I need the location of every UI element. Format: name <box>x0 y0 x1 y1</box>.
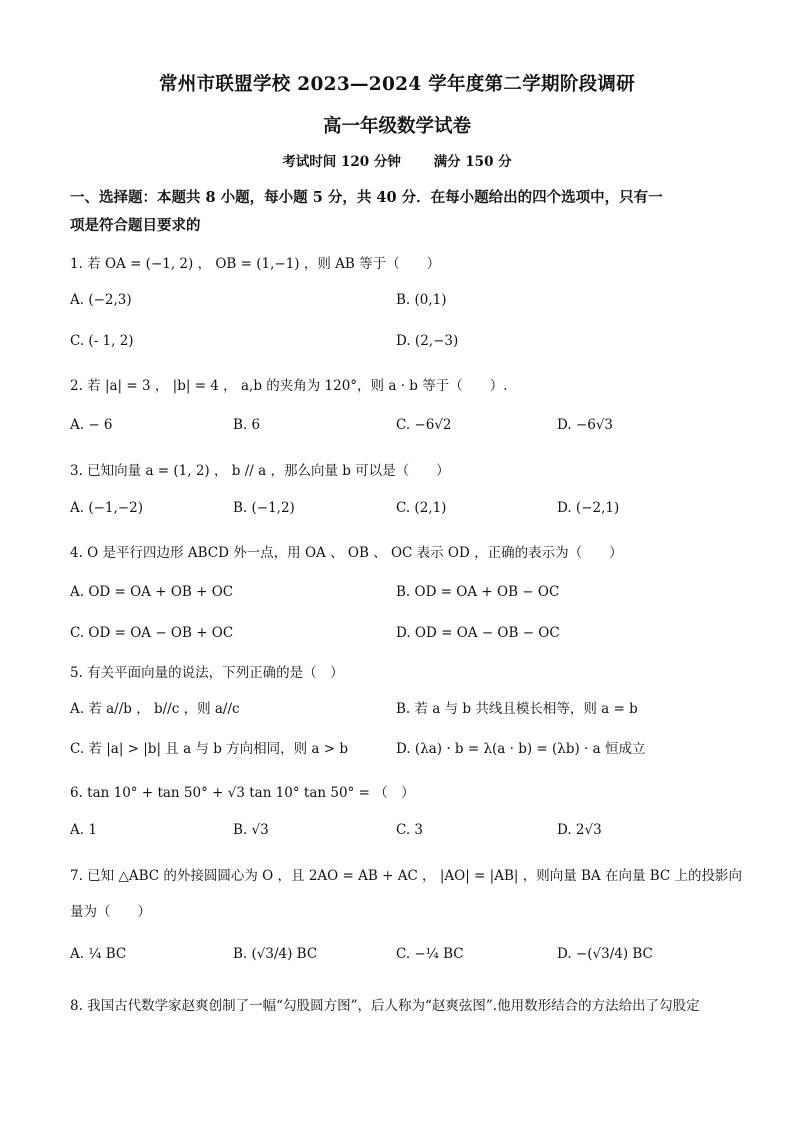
question-1-option-a: A. (−2,3) <box>70 292 132 308</box>
question-4-option-c: C. OD = OA − OB + OC <box>70 625 234 641</box>
question-4-option-d: D. OD = OA − OB − OC <box>396 625 560 641</box>
question-2-option-d: D. −6√3 <box>557 417 614 433</box>
exam-meta <box>0 150 794 170</box>
question-1-option-c: C. (- 1, 2) <box>70 333 134 349</box>
question-4-option-b: B. OD = OA + OB − OC <box>396 584 560 600</box>
exam-time: 考试时间 120 分钟 <box>282 154 401 170</box>
question-5-option-a: A. 若 a//b ， b//c ，则 a//c <box>70 701 240 717</box>
exam-score: 满分 150 分 <box>433 154 512 170</box>
question-6-option-c: C. 3 <box>396 822 424 838</box>
question-6-stem: 6. tan 10° + tan 50° + √3 tan 10° tan 50° = （ ） <box>70 785 415 801</box>
question-7-option-a: A. ¼ BC <box>70 946 127 962</box>
question-4-stem: 4. O 是平行四边形 ABCD 外一点，用 OA 、 OB 、 OC 表示 OD ，正确的表示为（ ） <box>70 545 623 561</box>
section-heading-line2: 项是符合题目要求的 <box>70 217 201 234</box>
question-6-option-d: D. 2√3 <box>557 822 602 838</box>
question-3-option-d: D. (−2,1) <box>557 500 620 516</box>
question-2-option-b: B. 6 <box>233 417 261 433</box>
question-2-option-c: C. −6√2 <box>396 417 452 433</box>
question-3-option-b: B. (−1,2) <box>233 500 295 516</box>
question-1-option-d: D. (2,−3) <box>396 333 459 349</box>
question-7-option-c: C. −¼ BC <box>396 946 464 962</box>
question-3-stem: 3. 已知向量 a = (1, 2) ， b // a ，那么向量 b 可以是（ ） <box>70 463 450 479</box>
question-8-stem: 8. 我国古代数学家赵爽创制了一幅“勾股圆方图”，后人称为“赵爽弦图”.他用数形结合的方法给出了勾股定 <box>70 998 700 1014</box>
question-1-stem: 1. 若 OA = (−1, 2) ， OB = (1,−1) ，则 AB 等于（ ） <box>70 256 441 272</box>
question-5-option-c: C. 若 |a| > |b| 且 a 与 b 方向相同，则 a > b <box>70 741 349 757</box>
question-3-option-c: C. (2,1) <box>396 500 447 516</box>
question-5-option-d: D. (λa) · b = λ(a · b) = (λb) · a 恒成立 <box>396 741 646 757</box>
question-2-stem: 2. 若 |a| = 3 ， |b| = 4 ， a,b 的夹角为 120°，则 a · b 等于（ ）. <box>70 378 508 394</box>
question-1-option-b: B. (0,1) <box>396 292 447 308</box>
question-7-option-d: D. −(√3/4) BC <box>557 946 653 962</box>
question-7-option-b: B. (√3/4) BC <box>233 946 318 962</box>
question-7-stem-line2: 量为（ ） <box>70 904 151 920</box>
question-6-option-b: B. √3 <box>233 822 269 838</box>
question-2-option-a: A. − 6 <box>70 417 113 433</box>
question-3-option-a: A. (−1,−2) <box>70 500 143 516</box>
question-7-stem-line1: 7. 已知 △ABC 的外接圆圆心为 O ，且 2AO = AB + AC ， |AO| = |AB| ，则向量 BA 在向量 BC 上的投影向 <box>70 868 743 884</box>
question-4-option-a: A. OD = OA + OB + OC <box>70 584 234 600</box>
question-6-option-a: A. 1 <box>70 822 97 838</box>
question-5-option-b: B. 若 a 与 b 共线且模长相等，则 a = b <box>396 701 638 717</box>
exam-title: 常州市联盟学校 2023—2024 学年度第二学期阶段调研 <box>158 74 636 95</box>
section-heading-line1: 一、选择题：本题共 8 小题，每小题 5 分，共 40 分．在每小题给出的四个选项中，只有一 <box>70 189 663 206</box>
question-5-stem: 5. 有关平面向量的说法，下列正确的是（ ） <box>70 665 344 681</box>
exam-subtitle: 高一年级数学试卷 <box>322 116 471 137</box>
